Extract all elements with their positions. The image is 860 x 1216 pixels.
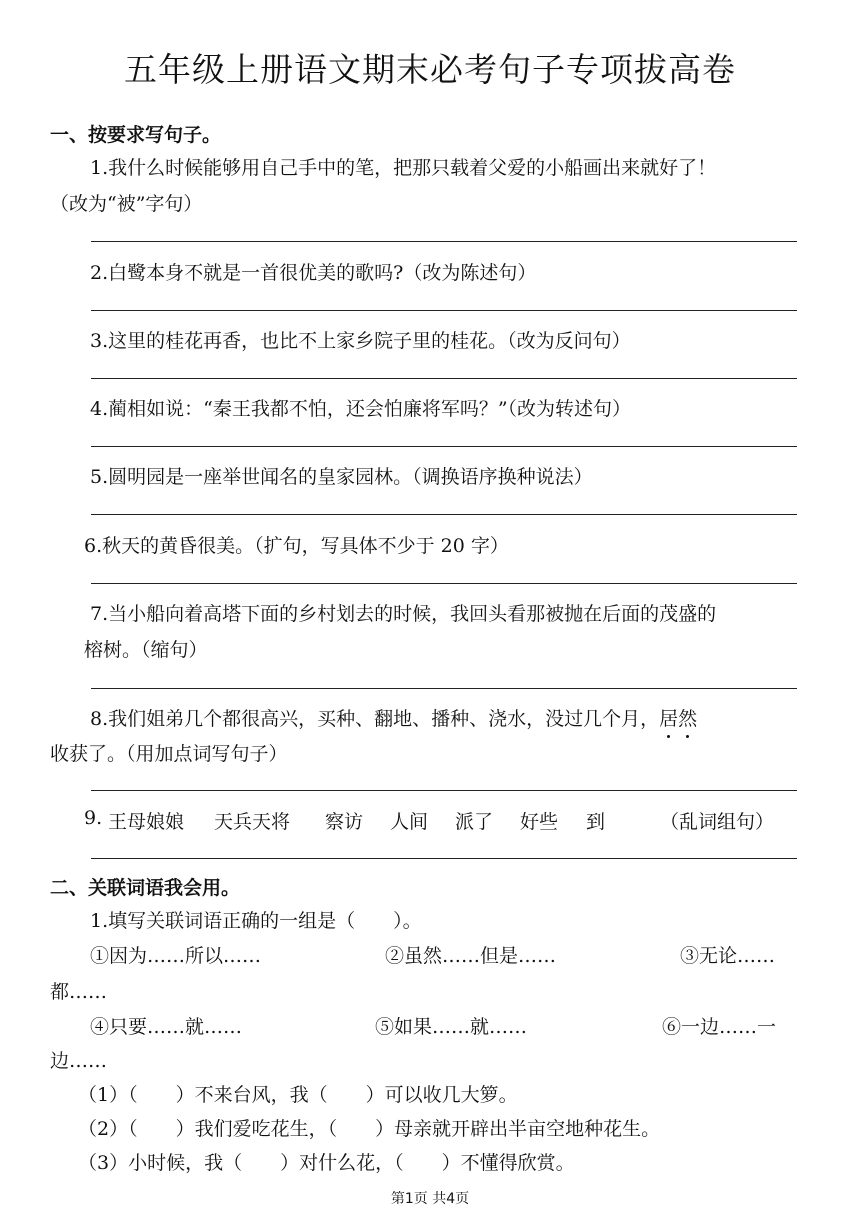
question-8-instruction: 收获了。（用加点词写句子） — [50, 743, 288, 765]
question-7: 7.当小船向着高塔下面的乡村划去的时候，我回头看那被抛在后面的茂盛的 — [90, 603, 717, 625]
option-2: ②虽然……但是…… — [385, 945, 557, 967]
answer-line-8[interactable] — [91, 790, 797, 791]
word-card: 人间 — [390, 811, 429, 833]
sub-question-3: （3）小时候，我（ ）对什么花，（ ）不懂得欣赏。 — [78, 1152, 575, 1174]
question-9-number: 9. — [84, 807, 103, 829]
option-6: ⑥一边……一 — [662, 1016, 777, 1038]
option-5: ⑤如果……就…… — [375, 1016, 528, 1038]
word-card: 派了 — [455, 811, 494, 833]
question-2-1: 1.填写关联词语正确的一组是（ ）。 — [90, 910, 422, 932]
question-9-instruction: （乱词组句） — [660, 811, 775, 833]
question-1: 1.我什么时候能够用自己手中的笔，把那只载着父爱的小船画出来就好了！ — [90, 157, 717, 179]
question-7-instruction: 榕树。（缩句） — [84, 639, 208, 661]
answer-line-7[interactable] — [91, 688, 797, 689]
section-heading-2: 二、关联词语我会用。 — [50, 877, 241, 899]
answer-line-9[interactable] — [91, 858, 797, 859]
option-6-cont: 边…… — [50, 1050, 108, 1072]
option-3-cont: 都…… — [50, 981, 108, 1003]
word-card: 王母娘娘 — [108, 811, 185, 833]
answer-line-4[interactable] — [91, 446, 797, 447]
option-4: ④只要……就…… — [90, 1016, 243, 1038]
word-card: 好些 — [520, 811, 559, 833]
emphasis-char: 居 — [659, 704, 678, 731]
word-card: 察访 — [325, 811, 364, 833]
option-1: ①因为……所以…… — [90, 945, 262, 967]
answer-line-3[interactable] — [91, 378, 797, 379]
word-card: 天兵天将 — [214, 811, 291, 833]
answer-line-2[interactable] — [91, 310, 797, 311]
section-heading-1: 一、按要求写句子。 — [50, 124, 222, 146]
question-8: 8.我们姐弟几个都很高兴，买种、翻地、播种、浇水，没过几个月，居然 — [90, 704, 697, 731]
sub-question-2: （2）（ ）我们爱吃花生，（ ）母亲就开辟出半亩空地种花生。 — [78, 1118, 661, 1140]
question-1-instruction: （改为“被”字句） — [50, 193, 203, 215]
answer-line-1[interactable] — [91, 241, 797, 242]
page-footer: 第1页 共4页 — [390, 1191, 470, 1207]
emphasis-char: 然 — [678, 704, 697, 731]
question-4: 4.蔺相如说：“秦王我都不怕，还会怕廉将军吗？”（改为转述句） — [90, 398, 632, 420]
answer-line-6[interactable] — [91, 583, 797, 584]
question-5: 5.圆明园是一座举世闻名的皇家园林。（调换语序换种说法） — [90, 466, 593, 488]
sub-question-1: （1）（ ）不来台风，我（ ）可以收几大箩。 — [78, 1084, 518, 1106]
option-3: ③无论…… — [680, 945, 776, 967]
word-card: 到 — [586, 811, 606, 833]
question-2: 2.白鹭本身不就是一首很优美的歌吗?（改为陈述句） — [90, 262, 537, 284]
answer-line-5[interactable] — [91, 514, 797, 515]
question-3: 3.这里的桂花再香，也比不上家乡院子里的桂花。（改为反问句） — [90, 330, 631, 352]
page-title: 五年级上册语文期末必考句子专项拔高卷 — [124, 50, 736, 89]
question-6: 6.秋天的黄昏很美。（扩句，写具体不少于 20 字） — [84, 535, 509, 557]
